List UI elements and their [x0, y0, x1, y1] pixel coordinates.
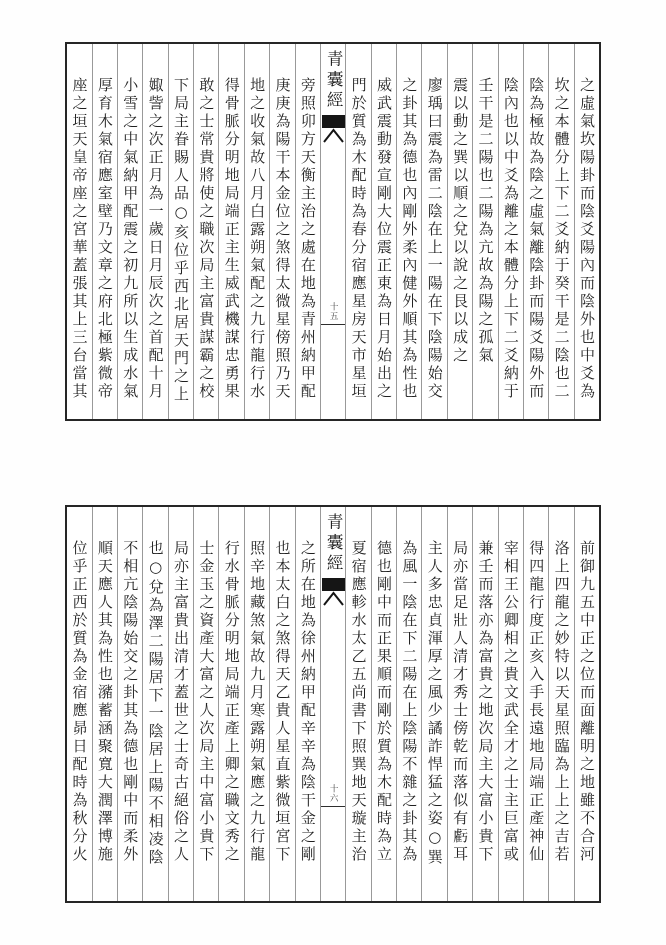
book-title: 青囊經: [324, 50, 344, 112]
text-column: 行水骨脈分明地局端正產上卿之職文秀之: [218, 507, 243, 901]
text-column: 坎之本體分上下二爻納于癸干是二陰也二: [548, 44, 573, 419]
text-column: 得骨脈分明地局端正主生威武機謀忠勇果: [218, 44, 243, 419]
page-number: 十六: [328, 784, 339, 803]
text-column: 士金玉之資產大富之人次局主中富小貴下: [193, 507, 218, 901]
text-column: 局亦主富貴出清才蓋世之士奇古絕俗之人: [168, 507, 193, 901]
text-column: 之卦其為德也內剛外柔內健外順其為性也: [396, 44, 421, 419]
text-column: 厚育木氣宿應室壁乃文章之府北極紫微帝: [92, 44, 117, 419]
fishtail-mark-icon: [322, 115, 345, 145]
fishtail-mark-icon: [322, 578, 345, 608]
text-column: 局亦當足壯人清才秀士傍乾而落似有虧耳: [447, 507, 472, 901]
text-column: 座之垣天皇帝座之宮華蓋張其上三台當其: [70, 77, 89, 401]
text-column: 不相亢陰陽始交之卦其為德也剛中而柔外: [117, 507, 142, 901]
text-column: 敢之士常貴將使之職次局主富貴謀霸之校: [193, 44, 218, 419]
text-column: 娵訾之次正月為一歲日月辰次之首配十月: [142, 44, 167, 419]
text-column: 地之收氣故八月白露朔氣配之九行龍行水: [244, 44, 269, 419]
book-title: 青囊經: [324, 513, 344, 575]
page-number: 十五: [328, 302, 339, 321]
text-column: 之虛氣坎陽卦而陰爻陽內而陰外也中爻為: [574, 44, 599, 419]
text-column: 庚庚為陽干本金位之煞得太微星傍照乃天: [269, 44, 294, 419]
text-column: 洛上四龍之妙特以天星照臨為上上之吉若: [548, 507, 573, 901]
spine-column: [320, 507, 345, 901]
page-block-top: [65, 42, 601, 421]
text-column: 陰內也以中爻為離之本體分上下二爻納于: [498, 44, 523, 419]
text-column: 夏宿應軫水太乙五尚書下照巽地天璇主治: [345, 507, 370, 901]
text-column: 之所在地為徐州納甲配辛辛為陰干金之剛: [295, 507, 320, 901]
text-column: 廖瑀曰震為雷二陰在上一陽在下陰陽始交: [421, 44, 446, 419]
text-column: 陰為極故為陰之虛氣離陰卦而陽爻陽外而: [523, 44, 548, 419]
text-column: 下局主眷賜人品○亥位乎西北居天門之上: [168, 44, 193, 419]
text-column: 順天應人其為性也瀦蓄涵聚寬大潤澤博施: [92, 507, 117, 901]
spine-divider-line: [321, 324, 345, 325]
text-column: 兼壬而落亦為富貴之地次局主大富小貴下: [472, 507, 497, 901]
text-column: 壬干是二陽也二陽為亢故為陽之孤氣: [472, 44, 497, 419]
text-column: 為風一陰在下二陽在上陰陽不雜之卦其為: [396, 507, 421, 901]
text-column: 門於質為木配時為春分宿應星房天市星垣: [345, 44, 370, 419]
text-column: 威武震動發宣剛大位震正東為日月始出之: [371, 44, 396, 419]
text-column: 德也剛中而正果順而剛於質為木配時為立: [371, 507, 396, 901]
text-column: 得四龍行度正亥入手長遠地局端正產神仙: [523, 507, 548, 901]
text-column: 前御九五中正之位而面離明之地雖不合河: [574, 507, 599, 901]
spine-divider-line: [321, 806, 345, 807]
text-column: 震以動之巽以順之兌以說之艮以成之: [447, 44, 472, 419]
text-column: 宰相王公卿相之貴文武全才之士主巨富或: [498, 507, 523, 901]
text-column: 主人多忠貞渾厚之風少譎詐悍猛之姿○巽: [421, 507, 446, 901]
text-column: 也○兌為澤二陽居下一陰居上陽不相凌陰: [142, 507, 167, 901]
column-grid: [67, 44, 599, 419]
text-column: 位乎正西於質為金宿應昴日配時為秋分火: [70, 540, 89, 864]
text-column: 小雪之中氣納甲配震之初九所以生成水氣: [117, 44, 142, 419]
text-column: 照辛地藏煞氣故九月寒露朔氣應之九行龍: [244, 507, 269, 901]
column-grid: [67, 507, 599, 901]
page-block-bottom: [65, 505, 601, 903]
text-column: 旁照卯方天衡主治之處在地為青州納甲配: [295, 44, 320, 419]
text-column: 也本太白之煞得天乙貴人星直紫微垣宮下: [269, 507, 294, 901]
spine-column: [320, 44, 345, 419]
